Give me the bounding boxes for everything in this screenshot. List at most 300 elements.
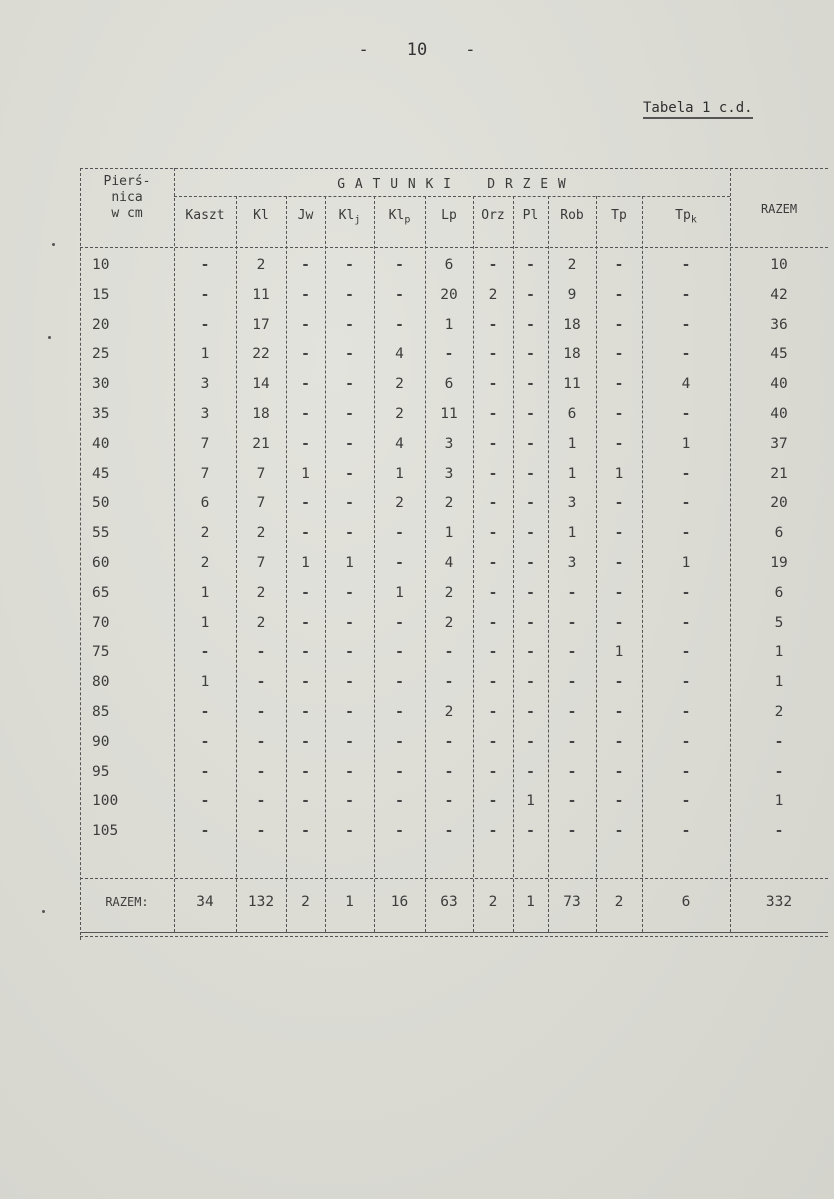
row-total: 1 — [774, 674, 784, 691]
table-cell: - — [345, 584, 354, 601]
table-cell: - — [395, 674, 404, 691]
table-cell: - — [200, 257, 210, 273]
table-cell: - — [395, 614, 404, 631]
table-cell: - — [681, 465, 691, 482]
table-cell: 2 — [395, 406, 404, 422]
table-cell: - — [395, 286, 404, 303]
table-cell: - — [301, 525, 310, 542]
table-cell: 1 — [200, 584, 210, 601]
row-total: 6 — [774, 584, 784, 601]
table-cell: - — [567, 584, 577, 601]
row-diameter: 10 — [92, 257, 110, 273]
table-cell: - — [614, 823, 624, 840]
table-cell: 11 — [440, 406, 458, 422]
table-cell: - — [345, 435, 354, 452]
table-cell: 1 — [614, 465, 624, 482]
table-cell: 2 — [200, 525, 210, 542]
species-label: Kl — [253, 208, 269, 223]
table-cell: - — [488, 346, 498, 363]
table-cell: - — [256, 763, 266, 780]
table-cell: - — [526, 525, 535, 542]
row-diameter: 35 — [92, 406, 110, 422]
table-cell: 7 — [256, 465, 266, 482]
table-cell: - — [488, 525, 498, 542]
row-total: 40 — [770, 376, 788, 393]
table-cell: - — [614, 435, 624, 452]
group-header-divider — [174, 196, 730, 197]
table-cell: - — [301, 644, 310, 661]
header-species-lp — [425, 208, 473, 224]
row-total: 1 — [774, 644, 784, 661]
row-total: - — [774, 763, 784, 780]
table-cell: 2 — [395, 376, 404, 393]
table-cell: 7 — [200, 465, 210, 482]
row-diameter: 90 — [92, 733, 110, 750]
table-cell: - — [200, 644, 210, 661]
table-cell: 1 — [681, 435, 691, 452]
header-bottom-border — [80, 247, 828, 248]
row-total: 20 — [770, 495, 788, 512]
table-cell: - — [301, 674, 310, 691]
table-cell: - — [614, 555, 624, 571]
table-cell: - — [345, 406, 354, 422]
table-cell: 1 — [301, 555, 310, 571]
table-cell: - — [526, 286, 535, 303]
table-cell: 6 — [567, 406, 577, 422]
table-cell: - — [256, 733, 266, 750]
table-cell: - — [345, 465, 354, 482]
header-diameter-line: Pierś- — [103, 174, 151, 189]
species-label: Tp — [675, 208, 691, 223]
table-cell: - — [345, 733, 354, 750]
table-cell: 3 — [444, 435, 454, 452]
row-diameter: 30 — [92, 376, 110, 393]
table-cell: - — [681, 346, 691, 363]
table-cell: - — [567, 674, 577, 691]
row-total: - — [774, 823, 784, 840]
table-cell: - — [681, 674, 691, 691]
table-cell: - — [681, 316, 691, 333]
column-divider — [730, 168, 731, 932]
table-cell: 1 — [301, 465, 310, 482]
table-cell: - — [301, 406, 310, 422]
table-cell: 2 — [200, 555, 210, 571]
species-label: Tp — [611, 208, 627, 223]
table-cell: - — [567, 793, 577, 810]
table-cell: - — [488, 435, 498, 452]
table-cell: - — [444, 346, 454, 363]
table-cell: - — [681, 614, 691, 631]
table-cell: 1 — [681, 555, 691, 571]
header-species-tp — [596, 208, 642, 224]
table-cell: - — [200, 704, 210, 720]
table-cell: - — [345, 763, 354, 780]
table-cell: - — [256, 704, 266, 720]
table-top-border — [80, 168, 828, 169]
table-cell: - — [488, 614, 498, 631]
table-cell: - — [681, 823, 691, 840]
table-cell: 4 — [395, 346, 404, 363]
row-total: 6 — [774, 525, 784, 542]
table-cell: - — [526, 406, 535, 422]
table-cell: - — [301, 704, 310, 720]
table-cell: 1 — [567, 525, 577, 542]
table-cell: - — [614, 704, 624, 720]
table-cell: 2 — [395, 495, 404, 512]
row-diameter: 55 — [92, 525, 110, 542]
table-cell: - — [345, 614, 354, 631]
table-cell: - — [681, 763, 691, 780]
totals-cell: 34 — [196, 894, 214, 910]
table-cell: 2 — [256, 584, 266, 601]
table-cell: - — [256, 793, 266, 810]
header-species-klj — [325, 208, 374, 229]
table-cell: - — [567, 644, 577, 661]
table-cell: - — [614, 257, 624, 273]
table-cell: 2 — [488, 286, 498, 303]
table-cell: - — [614, 733, 624, 750]
table-cell: - — [488, 733, 498, 750]
table-cell: - — [567, 823, 577, 840]
table-cell: - — [614, 525, 624, 542]
table-cell: - — [488, 644, 498, 661]
species-label: Kl — [388, 208, 405, 223]
margin-mark — [48, 336, 51, 339]
totals-cell: 63 — [440, 894, 458, 910]
table-cell: - — [488, 674, 498, 691]
table-cell: - — [488, 584, 498, 601]
totals-cell: 2 — [614, 894, 624, 910]
table-cell: 3 — [567, 495, 577, 512]
table-cell: - — [681, 495, 691, 512]
table-cell: - — [681, 704, 691, 720]
table-cell: - — [395, 733, 404, 750]
page-number-dash-left: - — [358, 40, 369, 60]
species-label: Orz — [481, 208, 505, 223]
row-diameter: 65 — [92, 584, 110, 601]
header-species-kaszt — [174, 208, 236, 224]
table-cell: 1 — [200, 346, 210, 363]
row-total: 37 — [770, 435, 788, 452]
table-cell: - — [488, 763, 498, 780]
table-cell: - — [526, 584, 535, 601]
species-label: Jw — [297, 208, 314, 223]
page-number: 10 — [406, 40, 428, 60]
table-cell: - — [526, 257, 535, 273]
table-cell: - — [526, 644, 535, 661]
header-species-jw — [286, 208, 325, 224]
species-subscript: k — [690, 214, 697, 226]
table-cell: 9 — [567, 286, 577, 303]
table-cell: 2 — [256, 257, 266, 273]
table-cell: - — [488, 495, 498, 512]
table-cell: 2 — [444, 495, 454, 512]
table-cell: - — [301, 316, 310, 333]
table-cell: - — [614, 793, 624, 810]
table-cell: - — [614, 406, 624, 422]
table-cell: - — [681, 525, 691, 542]
table-cell: 1 — [200, 674, 210, 691]
table-cell: 1 — [200, 614, 210, 631]
totals-cell: 332 — [765, 894, 793, 910]
row-diameter: 95 — [92, 763, 110, 780]
table-cell: - — [256, 823, 266, 840]
table-cell: - — [681, 406, 691, 422]
row-diameter: 15 — [92, 286, 110, 303]
table-cell: - — [200, 793, 210, 810]
table-cell: 21 — [252, 435, 270, 452]
table-cell: 1 — [395, 584, 404, 601]
table-cell: - — [301, 793, 310, 810]
table-cell: 11 — [563, 376, 581, 393]
table-cell: - — [488, 316, 498, 333]
row-total: 45 — [770, 346, 788, 363]
row-diameter: 40 — [92, 435, 110, 452]
table-cell: 20 — [440, 286, 458, 303]
table-cell: - — [345, 674, 354, 691]
table-cell: 6 — [444, 257, 454, 273]
species-label: Kaszt — [185, 208, 225, 223]
table-cell: 2 — [567, 257, 577, 273]
table-cell: - — [526, 495, 535, 512]
species-label: Rob — [560, 208, 584, 223]
table-cell: 7 — [256, 495, 266, 512]
totals-cell: 1 — [345, 894, 354, 910]
row-diameter: 85 — [92, 704, 110, 720]
table-cell: - — [681, 733, 691, 750]
table-cell: - — [488, 793, 498, 810]
table-cell: - — [256, 674, 266, 691]
table-cell: 1 — [444, 316, 454, 333]
table-cell: - — [614, 286, 624, 303]
table-cell: - — [526, 823, 535, 840]
table-cell: - — [681, 644, 691, 661]
table-cell: - — [200, 733, 210, 750]
table-cell: - — [301, 257, 310, 273]
table-cell: - — [567, 704, 577, 720]
species-label: Pl — [522, 208, 539, 223]
row-total: 42 — [770, 286, 788, 303]
table-cell: - — [395, 525, 404, 542]
table-cell: 2 — [444, 614, 454, 631]
table-cell: 1 — [526, 793, 535, 810]
row-diameter: 20 — [92, 316, 110, 333]
table-cell: - — [488, 465, 498, 482]
row-diameter: 60 — [92, 555, 110, 571]
table-cell: 17 — [252, 316, 270, 333]
row-total: 21 — [770, 465, 788, 482]
table-cell: - — [526, 763, 535, 780]
table-cell: - — [345, 823, 354, 840]
table-cell: - — [526, 674, 535, 691]
table-cell: - — [200, 823, 210, 840]
table-cell: - — [301, 376, 310, 393]
species-label: Lp — [441, 208, 457, 223]
row-total: 19 — [770, 555, 788, 571]
header-species-rob — [548, 208, 596, 224]
table-cell: - — [395, 793, 404, 810]
margin-mark — [42, 910, 45, 913]
row-total: 1 — [774, 793, 784, 810]
row-total: - — [774, 733, 784, 750]
table-cell: - — [488, 823, 498, 840]
table-cell: 18 — [252, 406, 270, 422]
table-cell: - — [614, 763, 624, 780]
table-cell: 14 — [252, 376, 270, 393]
header-diameter-label — [80, 174, 174, 222]
table-cell: - — [301, 763, 310, 780]
table-caption: Tabela 1 c.d. — [643, 100, 753, 119]
table-cell: - — [301, 495, 310, 512]
table-cell: - — [488, 257, 498, 273]
header-total: RAZEM — [760, 202, 798, 216]
table-cell: - — [395, 644, 404, 661]
row-total: 2 — [774, 704, 784, 720]
table-cell: 4 — [681, 376, 691, 393]
table-cell: 3 — [200, 406, 210, 422]
totals-label: RAZEM: — [105, 895, 149, 909]
table-cell: - — [614, 316, 624, 333]
table-cell: - — [395, 763, 404, 780]
row-diameter: 45 — [92, 465, 110, 482]
table-cell: - — [488, 704, 498, 720]
table-cell: - — [614, 495, 624, 512]
totals-cell: 16 — [390, 894, 409, 910]
header-species-klp — [374, 208, 425, 229]
table-cell: 18 — [563, 316, 581, 333]
table-cell: - — [526, 704, 535, 720]
table-cell: - — [301, 614, 310, 631]
table-cell: - — [567, 733, 577, 750]
table-cell: - — [444, 674, 454, 691]
table-cell: 11 — [252, 286, 270, 303]
table-cell: - — [301, 733, 310, 750]
table-cell: - — [614, 674, 624, 691]
table-cell: 7 — [200, 435, 210, 452]
table-cell: - — [345, 346, 354, 363]
table-cell: 3 — [567, 555, 577, 571]
header-species-orz — [473, 208, 513, 224]
table-cell: - — [444, 763, 454, 780]
header-diameter-line: w cm — [111, 206, 143, 221]
table-cell: 4 — [444, 555, 454, 571]
totals-cell: 2 — [488, 894, 498, 910]
table-cell: - — [301, 435, 310, 452]
table-cell: 1 — [614, 644, 624, 661]
row-diameter: 50 — [92, 495, 110, 512]
row-total: 5 — [774, 614, 784, 631]
header-species-tpk — [642, 208, 730, 229]
table-cell: - — [488, 376, 498, 393]
totals-cell: 2 — [301, 894, 310, 910]
header-diameter-line: nica — [111, 190, 143, 205]
table-cell: 22 — [252, 346, 270, 363]
table-cell: 2 — [444, 584, 454, 601]
table-cell: - — [526, 316, 535, 333]
table-cell: - — [301, 346, 310, 363]
table-cell: - — [200, 763, 210, 780]
header-species-kl — [236, 208, 286, 224]
table-cell: - — [567, 614, 577, 631]
table-cell: - — [301, 286, 310, 303]
table-cell: - — [526, 465, 535, 482]
table-cell: - — [395, 823, 404, 840]
table-cell: 3 — [444, 465, 454, 482]
table-cell: - — [526, 733, 535, 750]
row-diameter: 70 — [92, 614, 110, 631]
table-cell: - — [681, 286, 691, 303]
table-cell: 4 — [395, 435, 404, 452]
species-subscript: j — [354, 214, 361, 226]
table-cell: - — [345, 525, 354, 542]
table-cell: - — [567, 763, 577, 780]
table-cell: - — [345, 793, 354, 810]
header-species-group: G A T U N K I D R Z E W — [337, 177, 567, 192]
table-cell: - — [681, 793, 691, 810]
row-diameter: 105 — [92, 823, 119, 840]
table-cell: - — [488, 555, 498, 571]
table-cell: 6 — [444, 376, 454, 393]
table-cell: 2 — [444, 704, 454, 720]
table-cell: - — [345, 644, 354, 661]
species-subscript: p — [404, 214, 411, 226]
table-cell: - — [345, 316, 354, 333]
table-cell: - — [395, 316, 404, 333]
table-cell: - — [526, 435, 535, 452]
table-cell: - — [256, 644, 266, 661]
table-cell: 7 — [256, 555, 266, 571]
table-cell: 6 — [200, 495, 210, 512]
table-bottom-border-double — [80, 936, 828, 937]
totals-cell: 6 — [681, 894, 691, 910]
table-cell: - — [444, 793, 454, 810]
totals-cell: 73 — [563, 894, 581, 910]
table-cell: - — [614, 614, 624, 631]
table-cell: - — [444, 733, 454, 750]
page-number-dash-right: - — [465, 40, 476, 60]
row-diameter: 100 — [92, 793, 119, 810]
table-cell: - — [395, 257, 404, 273]
table-cell: - — [345, 257, 354, 273]
row-diameter: 80 — [92, 674, 110, 691]
table-cell: - — [526, 346, 535, 363]
table-cell: - — [345, 495, 354, 512]
table-cell: - — [345, 286, 354, 303]
table-cell: - — [444, 823, 454, 840]
table-cell: 1 — [345, 555, 354, 571]
table-cell: - — [395, 704, 404, 720]
table-cell: - — [526, 376, 535, 393]
table-cell: 1 — [567, 435, 577, 452]
table-cell: - — [681, 257, 691, 273]
table-cell: - — [614, 376, 624, 393]
table-cell: - — [614, 346, 624, 363]
column-divider — [80, 168, 81, 940]
column-divider — [174, 168, 175, 932]
table-cell: 1 — [444, 525, 454, 542]
table-cell: - — [526, 614, 535, 631]
table-cell: - — [200, 286, 210, 303]
table-cell: - — [345, 704, 354, 720]
table-cell: - — [200, 316, 210, 333]
totals-top-border — [80, 878, 828, 879]
margin-mark — [52, 243, 55, 246]
table-cell: - — [681, 584, 691, 601]
table-cell: - — [301, 584, 310, 601]
row-diameter: 75 — [92, 644, 110, 661]
table-cell: - — [444, 644, 454, 661]
table-cell: - — [345, 376, 354, 393]
